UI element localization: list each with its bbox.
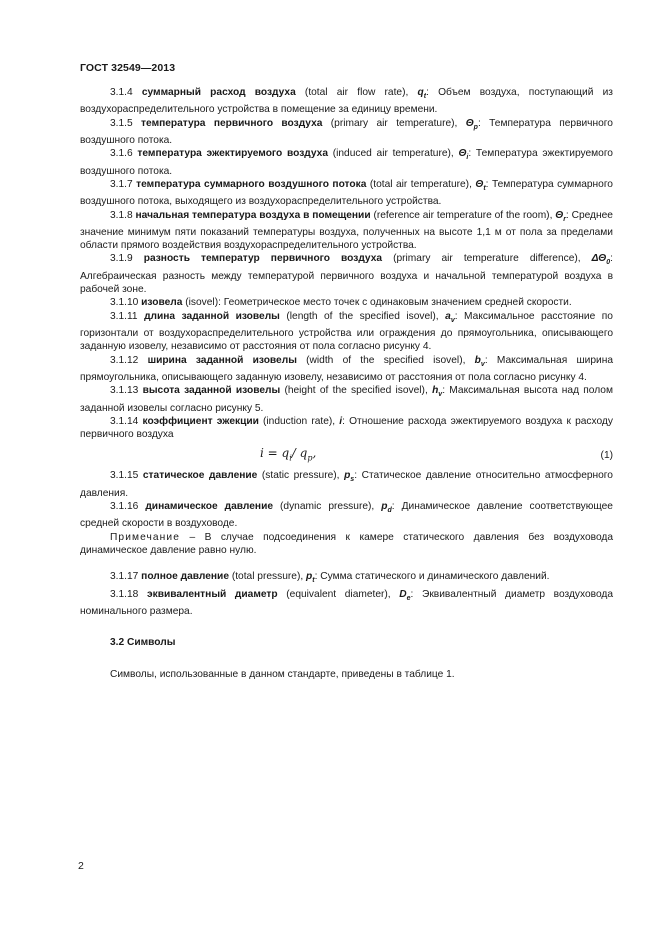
term-symbol: Θ (475, 178, 484, 190)
term-symbol: p (306, 571, 313, 583)
term-definition: : Статическое давление относительно атмосферного давления. (80, 470, 613, 499)
term-name: длина заданной изовелы (144, 310, 280, 322)
term-english: (total pressure), (231, 571, 304, 583)
term-number: 3.1.5 (110, 117, 133, 129)
term-symbol-subscript: v (480, 360, 485, 368)
term-definition: : Сумма статического и динамического давлений. (314, 571, 550, 583)
term-symbol: h (432, 385, 439, 397)
term-paragraph (80, 469, 613, 500)
term-symbol-subscript: i (466, 154, 469, 162)
term-symbol: ΔΘ (591, 253, 607, 265)
term-symbol-subscript: s (350, 476, 355, 484)
term-name: начальная температура воздуха в помещении (135, 209, 371, 221)
term-symbol-subscript: t (483, 184, 486, 192)
term-symbol: Θ (465, 117, 474, 129)
term-name: ширина заданной изовелы (147, 354, 297, 366)
term-definition: : Динамическое давление соответствующее средней скорости в воздуховоде. (80, 501, 613, 530)
term-number: 3.1.15 (110, 470, 139, 482)
term-paragraph (80, 415, 613, 442)
term-english: (total air temperature), (369, 178, 472, 190)
term-symbol: p (381, 501, 388, 513)
term-paragraph (80, 310, 613, 354)
term-definition: : Отношение расхода эжектируемого воздуха к расходу первичного воздуха (80, 415, 613, 441)
term-paragraph (80, 117, 613, 148)
term-symbol: Θ (458, 148, 467, 160)
term-name: эквивалентный диаметр (146, 588, 278, 600)
term-name: температура первичного воздуха (141, 117, 323, 129)
term-paragraph (80, 570, 613, 587)
term-symbol: a (445, 310, 451, 322)
term-symbol-subscript: v (438, 391, 443, 399)
term-definition: : Эквивалентный диаметр воздуховода номинального размера. (80, 588, 613, 617)
document-header: ГОСТ 32549—2013 (80, 62, 176, 74)
formula-1 (80, 443, 613, 469)
term-number: 3.1.13 (110, 385, 139, 397)
term-english: (equivalent diameter), (286, 588, 391, 600)
term-english: (induction rate), (263, 415, 336, 427)
term-english: (total air flow rate), (304, 87, 409, 98)
term-english: (dynamic pressure), (280, 501, 375, 513)
term-symbol: Θ (555, 209, 564, 221)
term-paragraph (80, 252, 613, 296)
term-symbol: b (474, 354, 481, 366)
term-english: (height of the specified isovel), (284, 385, 428, 397)
term-name: коэффициент эжекции (142, 415, 259, 427)
term-english: (isovel): (185, 297, 221, 309)
term-symbol-subscript: d (387, 507, 392, 515)
term-definition: : Температура первичного воздушного потока. (80, 117, 613, 146)
term-paragraph (80, 147, 613, 178)
term-definition: : Температура суммарного воздушного потока, выходящего из воздухораспределительного устройства. (80, 178, 613, 208)
term-symbol-subscript: t (423, 93, 427, 101)
term-number: 3.1.4 (110, 87, 133, 98)
term-name: температура суммарного воздушного потока (136, 178, 367, 190)
term-english: (width of the specified isovel), (306, 354, 466, 366)
term-english: (length of the specified isovel), (286, 310, 439, 322)
term-definition: Геометрическое место точек с одинаковым значением средней скорости. (220, 297, 572, 309)
term-number: 3.1.11 (110, 310, 138, 322)
formula-expression: $i = q_i/$ $q_p$, (260, 446, 317, 463)
term-name: разность температур первичного воздуха (143, 253, 383, 265)
term-paragraph (80, 296, 613, 309)
note-text: – В случае подсоединения к камере статического давления без воздуховода динамическое давление равно нулю. (80, 531, 613, 556)
term-number: 3.1.12 (110, 354, 139, 366)
term-name: высота заданной изовелы (142, 385, 281, 397)
section-text: Символы, использованные в данном стандарте, приведены в таблице 1. (110, 668, 455, 680)
term-english: (induced air temperature), (332, 148, 454, 160)
term-definition: : Максимальная ширина прямоугольника, описывающего заданную изовелу, независимо от расстояния от пола согласно рисунку 4. (80, 354, 613, 383)
term-definition: : Среднее значение минимум пяти показаний температуры воздуха, полученных на высоте 1,1 м от пола за пределами области прямого воздействия воздухораспределительного устройства. (80, 209, 613, 252)
term-number: 3.1.14 (110, 415, 139, 427)
terms-list-3 (80, 570, 613, 618)
term-number: 3.1.7 (110, 178, 133, 190)
formula-number: (1) (600, 450, 613, 462)
term-symbol: q (417, 87, 424, 98)
term-paragraph (80, 500, 613, 531)
term-definition: : Алгебраическая разность между температурой первичного воздуха и начальной температурой воздуха в рабочей зоне. (80, 253, 613, 296)
terms-list-2 (80, 469, 613, 530)
document-body (80, 86, 613, 681)
term-paragraph (80, 178, 613, 209)
term-paragraph (80, 384, 613, 415)
note-label: Примечание (110, 531, 180, 543)
term-english: (primary air temperature), (330, 117, 458, 129)
term-symbol-subscript: e (406, 594, 411, 602)
term-symbol-subscript: t (312, 577, 315, 585)
term-number: 3.1.8 (110, 209, 133, 221)
page-number: 2 (78, 860, 84, 872)
term-name: суммарный расход воздуха (141, 87, 296, 98)
term-name: полное давление (141, 571, 229, 583)
term-paragraph (80, 354, 613, 385)
term-number: 3.1.17 (110, 571, 139, 583)
term-number: 3.1.9 (110, 253, 133, 265)
term-number: 3.1.16 (110, 501, 139, 513)
term-number: 3.1.6 (110, 148, 133, 160)
term-symbol: p (344, 470, 351, 482)
term-definition: : Максимальная высота над полом заданной изовелы согласно рисунку 5. (80, 385, 613, 414)
term-name: изовела (141, 297, 183, 309)
term-english: (static pressure), (261, 470, 340, 482)
section-title: 3.2 Символы (110, 637, 176, 649)
terms-list (80, 86, 613, 441)
term-name: статическое давление (142, 470, 258, 482)
term-paragraph (80, 588, 613, 619)
note-paragraph (80, 531, 613, 558)
term-symbol-subscript: r (563, 215, 566, 223)
term-number: 3.1.18 (110, 588, 139, 600)
term-name: динамическое давление (145, 501, 274, 513)
term-definition: : Максимальное расстояние по горизонтали от воздухораспределительного устройства или ограждения до прямоугольника, описывающего заданную изовелу, независимо от расстояния от пола согласно рисунку 4. (80, 310, 613, 353)
term-symbol-subscript: 0 (606, 259, 611, 267)
term-symbol: D (399, 588, 407, 600)
term-symbol-subscript: p (473, 123, 478, 131)
term-symbol-subscript: v (450, 316, 455, 324)
term-paragraph (80, 86, 613, 117)
term-english: (primary air temperature difference), (393, 253, 581, 265)
term-english: (reference air temperature of the room), (373, 209, 553, 221)
term-definition: : Объем воздуха, поступающий из воздухораспределительного устройства в помещение за единицу времени. (80, 87, 613, 116)
term-number: 3.1.10 (110, 297, 139, 309)
term-definition: : Температура эжектируемого воздушного потока. (80, 148, 613, 177)
term-symbol: i (339, 415, 343, 427)
term-paragraph (80, 209, 613, 253)
term-name: температура эжектируемого воздуха (137, 148, 328, 160)
